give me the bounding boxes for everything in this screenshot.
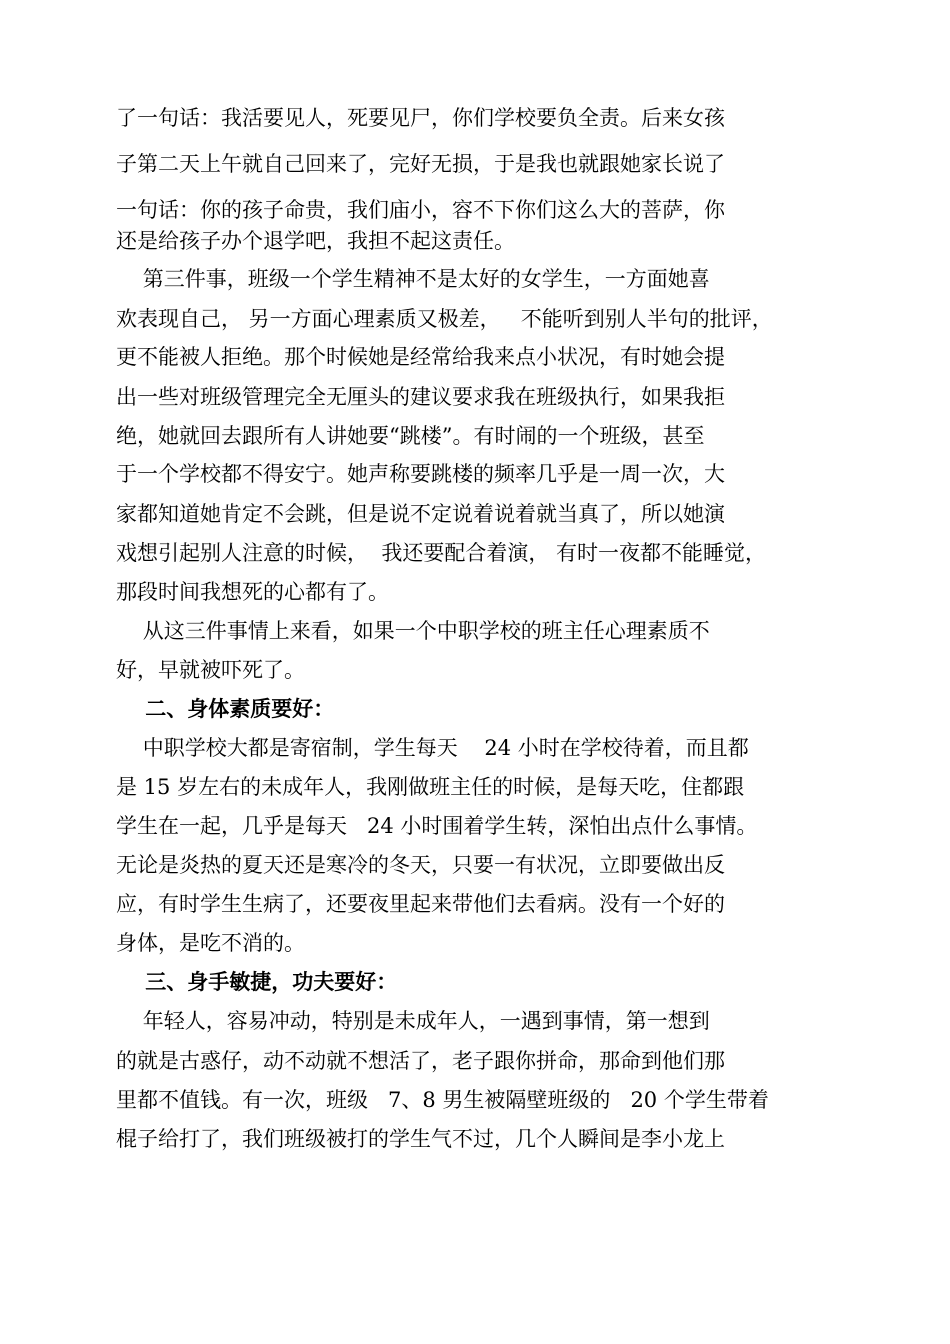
text-line: 身体，是吃不消的。 <box>116 931 305 955</box>
text-line: 出一些对班级管理完全无厘头的建议要求我在班级执行，如果我拒 <box>116 385 725 409</box>
text-line: 应，有时学生生病了，还要夜里起来带他们去看病。没有一个好的 <box>116 892 725 916</box>
text-line: 年轻人，容易冲动，特别是未成年人，一遇到事情，第一想到 <box>116 1009 710 1033</box>
text-line: 还是给孩子办个退学吧，我担不起这责任。 <box>116 229 515 253</box>
text-line: 是 15 岁左右的未成年人，我刚做班主任的时候，是每天吃，住都跟 <box>116 775 745 799</box>
text-line: 欢表现自己， 另一方面心理素质又极差， 不能听到别人半句的批评， <box>116 307 773 331</box>
text-line: 好，早就被吓死了。 <box>116 658 305 682</box>
text-line: 了一句话：我活要见人，死要见尸，你们学校要负全责。后来女孩 <box>116 106 725 130</box>
text-line: 无论是炎热的夏天还是寒冷的冬天，只要一有状况，立即要做出反 <box>116 853 725 877</box>
text-line: 学生在一起，几乎是每天 24 小时围着学生转，深怕出点什么事情。 <box>116 814 758 838</box>
text-line: 棍子给打了，我们班级被打的学生气不过，几个人瞬间是李小龙上 <box>116 1127 725 1151</box>
text-line: 家都知道她肯定不会跳，但是说不定说着说着就当真了，所以她演 <box>116 502 725 526</box>
text-line: 一句话：你的孩子命贵，我们庙小，容不下你们这么大的菩萨，你 <box>116 198 725 222</box>
text-line: 戏想引起别人注意的时候， 我还要配合着演， 有时一夜都不能睡觉， <box>116 541 767 565</box>
text-line: 里都不值钱。有一次，班级 7、8 男生被隔壁班级的 20 个学生带着 <box>116 1088 769 1112</box>
text-line: 那段时间我想死的心都有了。 <box>116 580 389 604</box>
text-line: 于一个学校都不得安宁。她声称要跳楼的频率几乎是一周一次，大 <box>116 462 725 486</box>
text-line: 的就是古惑仔，动不动就不想活了，老子跟你拼命，那命到他们那 <box>116 1049 725 1073</box>
text-line: 第三件事，班级一个学生精神不是太好的女学生，一方面她喜 <box>116 267 710 291</box>
text-line: 绝，她就回去跟所有人讲她要“跳楼”。有时闹的一个班级，甚至 <box>116 424 705 448</box>
text-line: 更不能被人拒绝。那个时候她是经常给我来点小状况，有时她会提 <box>116 345 725 369</box>
section-heading: 二、身体素质要好： <box>116 697 335 721</box>
section-heading: 三、身手敏捷，功夫要好： <box>116 970 398 994</box>
text-line: 中职学校大都是寄宿制，学生每天 24 小时在学校待着，而且都 <box>116 736 749 760</box>
text-line: 子第二天上午就自己回来了，完好无损，于是我也就跟她家长说了 <box>116 152 725 176</box>
text-line: 从这三件事情上来看，如果一个中职学校的班主任心理素质不 <box>116 619 710 643</box>
